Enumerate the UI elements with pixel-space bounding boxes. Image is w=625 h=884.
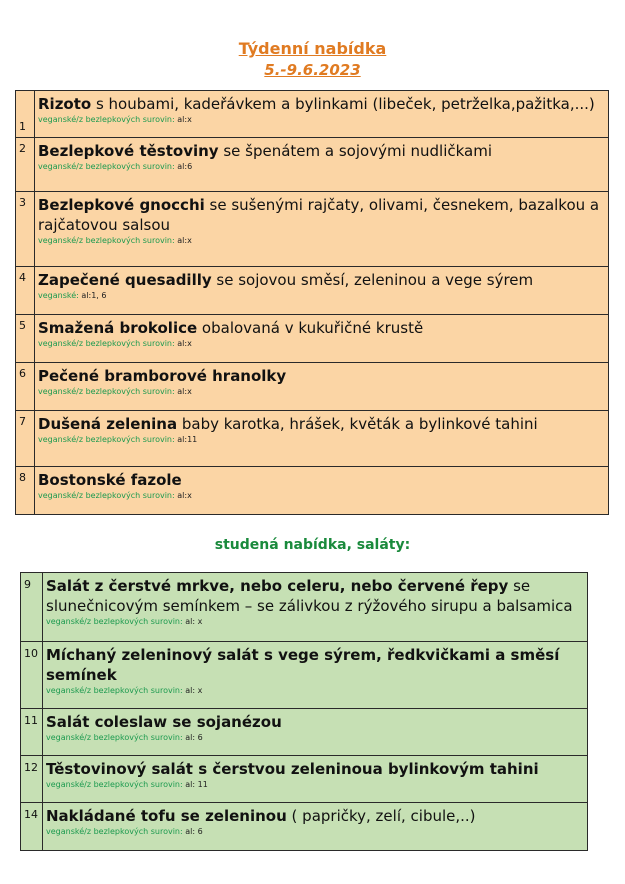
allergen-label: al:x: [177, 115, 192, 124]
item-number: 5: [16, 315, 35, 363]
item-name: Zapečené quesadilly: [38, 271, 212, 289]
date-range: 5.-9.6.2023: [264, 61, 361, 79]
item-name: Smažená brokolice: [38, 319, 198, 337]
allergen-label: al:11: [177, 435, 198, 444]
diet-label: veganské:: [38, 291, 79, 300]
allergen-label: al: x: [185, 686, 203, 695]
item-number: 3: [16, 192, 35, 267]
cold-menu-table: [20, 572, 588, 851]
menu-item: [35, 315, 609, 363]
item-name: Rizoto: [38, 95, 92, 113]
item-description: baby karotka, hrášek, květák a bylinkové tahini: [177, 415, 538, 433]
menu-row: [16, 138, 609, 192]
diet-label: veganské/z bezlepkových surovin:: [46, 617, 183, 626]
item-description: se sušenými rajčaty, olivami, česnekem, bazalkou a rajčatovou salsou: [38, 196, 600, 234]
allergen-label: al:x: [177, 491, 192, 500]
item-name: Salát z čerstvé mrkve, nebo celeru, nebo červené řepy: [46, 577, 509, 595]
diet-label: veganské/z bezlepkových surovin:: [38, 236, 175, 245]
item-name: Pečené bramborové hranolky: [38, 367, 287, 385]
item-number: 7: [16, 411, 35, 467]
menu-item: [43, 756, 588, 803]
diet-label: veganské/z bezlepkových surovin:: [38, 435, 175, 444]
item-description: obalovaná v kukuřičné krustě: [197, 319, 424, 337]
item-name: Bostonské fazole: [38, 471, 182, 489]
diet-label: veganské/z bezlepkových surovin:: [38, 491, 175, 500]
allergen-label: al:x: [177, 236, 192, 245]
allergen-label: al: x: [185, 617, 203, 626]
item-number: 14: [21, 803, 43, 851]
diet-label: veganské/z bezlepkových surovin:: [46, 686, 183, 695]
item-name: Míchaný zeleninový salát s vege sýrem, ředkvičkami a směsí semínek: [46, 646, 560, 684]
menu-row: [21, 803, 588, 851]
item-number: 4: [16, 267, 35, 315]
menu-item: [35, 138, 609, 192]
diet-label: veganské/z bezlepkových surovin:: [46, 827, 183, 836]
item-number: 2: [16, 138, 35, 192]
diet-label: veganské/z bezlepkových surovin:: [38, 115, 175, 124]
item-name: Salát coleslaw se sojanézou: [46, 713, 282, 731]
item-number: 12: [21, 756, 43, 803]
page-title: Týdenní nabídka: [238, 39, 387, 58]
menu-item: [35, 467, 609, 515]
item-description: se sojovou směsí, zeleninou a vege sýrem: [211, 271, 534, 289]
menu-row: [16, 192, 609, 267]
menu-row: [21, 756, 588, 803]
menu-row: [21, 642, 588, 709]
diet-label: veganské/z bezlepkových surovin:: [46, 733, 183, 742]
item-description: s houbami, kadeřávkem a bylinkami (libeček, petrželka,pažitka,...): [91, 95, 595, 113]
allergen-label: al: 6: [185, 733, 203, 742]
item-name: Bezlepkové těstoviny: [38, 142, 219, 160]
item-number: 10: [21, 642, 43, 709]
item-number: 1: [16, 91, 35, 138]
item-number: 11: [21, 709, 43, 756]
menu-item: [35, 411, 609, 467]
cold-menu-heading: studená nabídka, saláty:: [214, 537, 411, 553]
allergen-label: al:1, 6: [81, 291, 107, 300]
menu-item: [35, 363, 609, 411]
item-description: se slunečnicovým semínkem – se zálivkou z rýžového sirupu a balsamica: [46, 577, 573, 615]
menu-row: [16, 411, 609, 467]
item-number: 8: [16, 467, 35, 515]
menu-item: [43, 709, 588, 756]
diet-label: veganské/z bezlepkových surovin:: [38, 387, 175, 396]
menu-row: [16, 467, 609, 515]
menu-item: [35, 91, 609, 138]
item-number: 9: [21, 573, 43, 642]
menu-item: [43, 803, 588, 851]
diet-label: veganské/z bezlepkových surovin:: [38, 162, 175, 171]
menu-row: [16, 267, 609, 315]
item-name: Nakládané tofu se zeleninou: [46, 807, 287, 825]
menu-row: [16, 91, 609, 138]
menu-item: [35, 192, 609, 267]
menu-item: [43, 573, 588, 642]
item-name: Dušená zelenina: [38, 415, 178, 433]
menu-row: [16, 363, 609, 411]
item-name: Bezlepkové gnocchi: [38, 196, 205, 214]
item-description: ( papričky, zelí, cibule,..): [286, 807, 476, 825]
menu-row: [16, 315, 609, 363]
allergen-label: al: 6: [185, 827, 203, 836]
menu-item: [35, 267, 609, 315]
allergen-label: al:6: [177, 162, 193, 171]
item-description: se špenátem a sojovými nudličkami: [218, 142, 493, 160]
allergen-label: al:x: [177, 339, 192, 348]
menu-item: [43, 642, 588, 709]
hot-menu-table: [15, 90, 609, 515]
menu-row: [21, 709, 588, 756]
menu-row: [21, 573, 588, 642]
item-name: Těstovinový salát s čerstvou zeleninoua bylinkovým tahini: [46, 760, 539, 778]
allergen-label: al:x: [177, 387, 192, 396]
diet-label: veganské/z bezlepkových surovin:: [38, 339, 175, 348]
item-number: 6: [16, 363, 35, 411]
diet-label: veganské/z bezlepkových surovin:: [46, 780, 183, 789]
allergen-label: al: 11: [185, 780, 208, 789]
